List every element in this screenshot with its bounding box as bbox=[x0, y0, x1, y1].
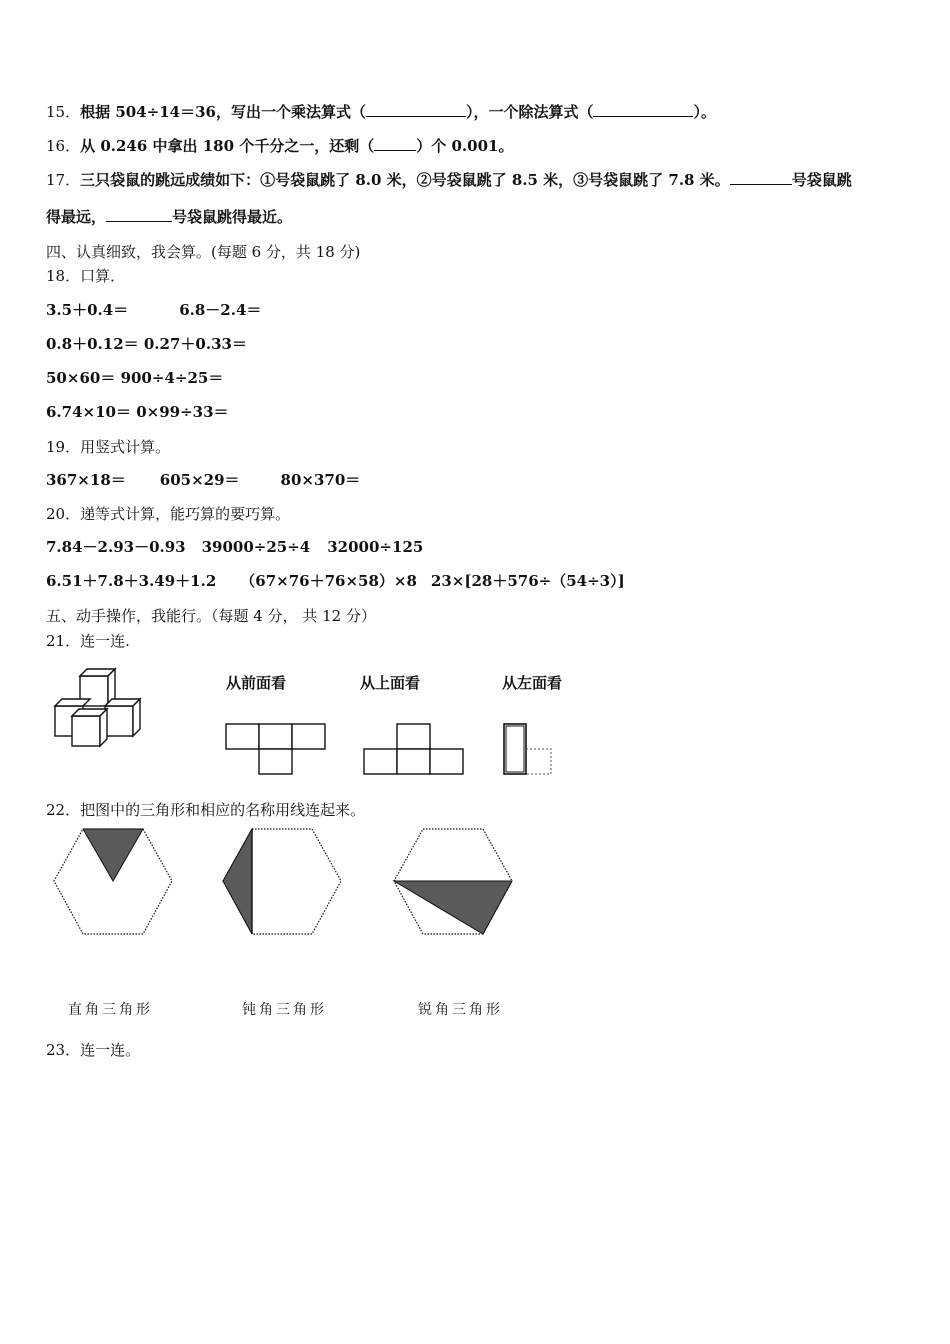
q17-line1: 三只袋鼠的跳远成绩如下：①号袋鼠跳了 8.0 米，②号袋鼠跳了 8.5 米，③号袋鼠跳了 7.8 米。 bbox=[80, 171, 730, 189]
q15-division-blank[interactable] bbox=[593, 102, 693, 117]
question-23-title bbox=[46, 1040, 140, 1060]
shaded-triangle-2[interactable] bbox=[223, 829, 252, 934]
left-view-figure[interactable] bbox=[503, 723, 555, 775]
hexagon-figure-1[interactable] bbox=[52, 828, 174, 936]
q18-expr: 0.27＋0.33＝ bbox=[143, 335, 247, 353]
front-view-figure[interactable] bbox=[225, 723, 327, 775]
label-right-triangle[interactable]: 直角三角形 bbox=[68, 1002, 153, 1018]
question-21-title bbox=[46, 631, 130, 651]
q18-expr: 0.8＋0.12＝ bbox=[46, 335, 139, 353]
q20-expr: 7.84－2.93－0.93 bbox=[46, 538, 186, 556]
q19-expr: 80×370＝ bbox=[280, 471, 361, 489]
q18-title: 口算． bbox=[80, 267, 126, 285]
q20-expr: 23×[28＋576÷（54÷3）] bbox=[430, 572, 625, 590]
q20-expr: 6.51＋7.8＋3.49＋1.2 bbox=[46, 572, 217, 590]
q18-expr: 900÷4÷25＝ bbox=[120, 369, 224, 387]
q19-items bbox=[46, 470, 360, 490]
q21-title: 连一连. bbox=[80, 632, 130, 650]
q18-row-1 bbox=[46, 300, 261, 320]
q18-expr: 0×99÷33＝ bbox=[136, 403, 229, 421]
question-22-title bbox=[46, 800, 365, 820]
q17-line2a: 得最远， bbox=[46, 208, 107, 226]
q20-number: 20． bbox=[46, 505, 81, 523]
question-18-title bbox=[46, 266, 125, 286]
view-label-front: 从前面看 bbox=[226, 674, 287, 692]
q17-number: 17． bbox=[46, 171, 81, 189]
question-20-title bbox=[46, 504, 290, 524]
q15-text-c: ）。 bbox=[693, 103, 716, 121]
q20-expr: 39000÷25÷4 bbox=[201, 538, 311, 556]
q18-expr: 6.74×10＝ bbox=[46, 403, 131, 421]
q20-title: 递等式计算，能巧算的要巧算。 bbox=[80, 505, 291, 523]
question-17 bbox=[46, 170, 852, 190]
q18-number: 18． bbox=[46, 267, 81, 285]
section-5-heading: 五、动手操作，我能行。（每题 4 分， 共 12 分） bbox=[46, 607, 376, 625]
q18-row-4 bbox=[46, 402, 229, 422]
q16-text-a: 从 0.246 中拿出 180 个千分之一，还剩（ bbox=[80, 137, 375, 155]
q16-number: 16． bbox=[46, 137, 81, 155]
q17-tail1: 号袋鼠跳 bbox=[791, 171, 852, 189]
label-obtuse-triangle[interactable]: 钝角三角形 bbox=[242, 1002, 327, 1018]
q18-expr: 3.5＋0.4＝ bbox=[46, 301, 129, 319]
q22-title: 把图中的三角形和相应的名称用线连起来。 bbox=[80, 801, 366, 819]
top-view-figure[interactable] bbox=[363, 723, 465, 775]
q17-line2b: 号袋鼠跳得最近。 bbox=[172, 208, 293, 226]
q20-expr: 32000÷125 bbox=[327, 538, 424, 556]
question-15 bbox=[46, 102, 716, 122]
view-label-left: 从左面看 bbox=[502, 674, 563, 692]
q15-multiplication-blank[interactable] bbox=[366, 102, 466, 117]
q19-number: 19． bbox=[46, 438, 81, 456]
q16-blank[interactable] bbox=[374, 136, 416, 151]
q20-row-1 bbox=[46, 537, 423, 557]
q15-text-b: ），一个除法算式（ bbox=[465, 103, 594, 121]
q17-farthest-blank[interactable] bbox=[730, 170, 792, 185]
q18-expr: 6.8－2.4＝ bbox=[179, 301, 262, 319]
question-17-line2 bbox=[46, 207, 292, 227]
q17-nearest-blank[interactable] bbox=[106, 207, 172, 222]
q19-expr: 605×29＝ bbox=[159, 471, 240, 489]
hexagon-figure-3[interactable] bbox=[392, 828, 514, 936]
q18-row-3 bbox=[46, 368, 223, 388]
q21-number: 21． bbox=[46, 632, 81, 650]
question-19-title bbox=[46, 437, 170, 457]
q16-text-b: ）个 0.001。 bbox=[416, 137, 514, 155]
hexagon-figure-2[interactable] bbox=[221, 828, 343, 936]
q18-expr: 50×60＝ bbox=[46, 369, 116, 387]
section-4-heading: 四、认真细致，我会算。(每题 6 分，共 18 分) bbox=[46, 243, 361, 261]
q22-number: 22． bbox=[46, 801, 81, 819]
q19-expr: 367×18＝ bbox=[46, 471, 126, 489]
cube-stack-figure bbox=[50, 668, 150, 750]
q15-text-a: 根据 504÷14＝36，写出一个乘法算式（ bbox=[80, 103, 366, 121]
q23-number: 23． bbox=[46, 1041, 81, 1059]
q23-title: 连一连。 bbox=[80, 1041, 141, 1059]
q20-row-2 bbox=[46, 571, 625, 591]
q19-title: 用竖式计算。 bbox=[80, 438, 171, 456]
view-label-top: 从上面看 bbox=[360, 674, 421, 692]
q20-expr: （67×76＋76×58）×8 bbox=[240, 572, 417, 590]
question-16 bbox=[46, 136, 513, 156]
q15-number: 15． bbox=[46, 103, 81, 121]
label-acute-triangle[interactable]: 锐角三角形 bbox=[418, 1002, 503, 1018]
q18-row-2 bbox=[46, 334, 247, 354]
